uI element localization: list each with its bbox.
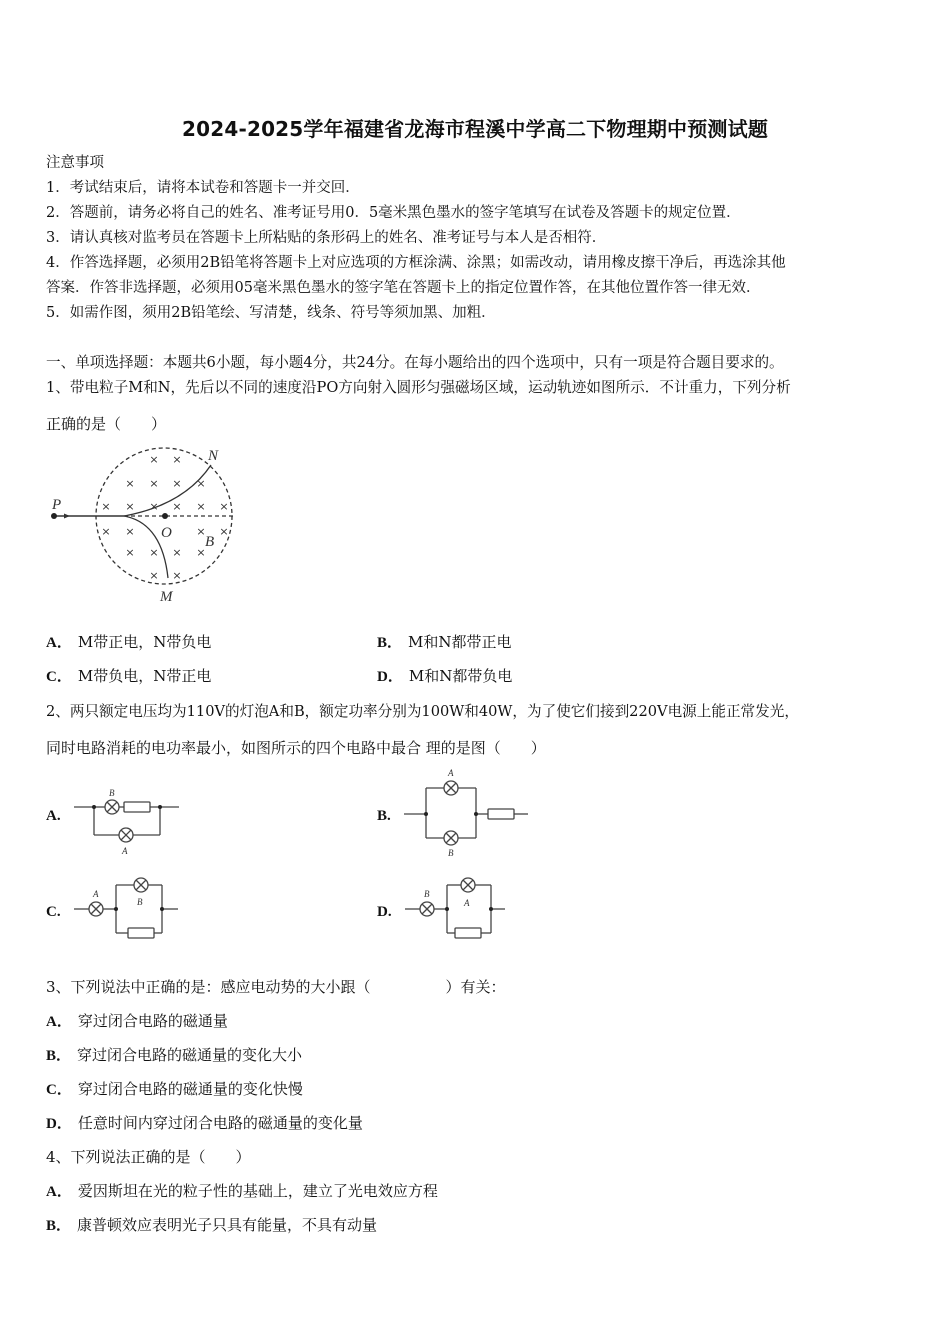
q2-circuit-b[interactable] bbox=[404, 766, 528, 862]
q2-option-d-label[interactable]: D. bbox=[377, 904, 392, 920]
svg-text:×: × bbox=[172, 477, 182, 490]
note-item-3: 3．请认真核对监考员在答题卡上所粘贴的条形码上的姓名、准考证号与本人是否相符． bbox=[46, 230, 607, 246]
q1-option-d[interactable]: D． M和N都带负电 bbox=[377, 667, 513, 685]
svg-text:×: × bbox=[172, 500, 182, 513]
svg-text:B: B bbox=[137, 897, 143, 907]
q1-stem-line1: 1、带电粒子M和N，先后以不同的速度沿PO方向射入圆形匀强磁场区域，运动轨迹如图所示．不计重力，下列分析 bbox=[46, 379, 791, 396]
q3-stem: 3、下列说法中正确的是：感应电动势的大小跟（ ）有关： bbox=[46, 978, 506, 996]
svg-text:×: × bbox=[196, 500, 206, 513]
svg-text:×: × bbox=[172, 569, 182, 582]
note-item-2: 2．答题前，请务必将自己的姓名、准考证号用0．5毫米黑色墨水的签字笔填写在试卷及答题卡的规定位置． bbox=[46, 205, 741, 221]
svg-text:×: × bbox=[149, 477, 159, 490]
svg-text:×: × bbox=[149, 546, 159, 559]
note-item-5: 5．如需作图，须用2B铅笔绘、写清楚，线条、符号等须加黑、加粗． bbox=[46, 305, 496, 321]
q3-option-b[interactable]: B． 穿过闭合电路的磁通量的变化大小 bbox=[46, 1046, 303, 1064]
svg-text:×: × bbox=[196, 546, 206, 559]
svg-text:×: × bbox=[125, 525, 135, 538]
label-M: M bbox=[160, 589, 173, 605]
page-title: 2024-2025学年福建省龙海市程溪中学高二下物理期中预测试题 bbox=[181, 117, 769, 141]
svg-text:A: A bbox=[93, 889, 99, 899]
q2-option-b-label[interactable]: B. bbox=[377, 808, 391, 824]
q1-magnetic-field-figure bbox=[44, 443, 244, 608]
svg-text:A: A bbox=[122, 846, 128, 855]
q1-option-b[interactable]: B． M和N都带正电 bbox=[377, 633, 512, 651]
notes-heading: 注意事项 bbox=[46, 155, 104, 171]
label-O: O bbox=[161, 525, 172, 541]
svg-text:×: × bbox=[125, 500, 135, 513]
svg-text:B: B bbox=[424, 889, 430, 899]
svg-text:×: × bbox=[149, 500, 159, 513]
q2-option-a-label[interactable]: A. bbox=[46, 808, 61, 824]
svg-text:×: × bbox=[101, 525, 111, 538]
q4-option-b[interactable]: B． 康普顿效应表明光子只具有能量，不具有动量 bbox=[46, 1216, 378, 1234]
note-item-4: 4．作答选择题，必须用2B铅笔将答题卡上对应选项的方框涂满、涂黑；如需改动，请用橡皮擦干净后，再选涂其他 bbox=[46, 255, 786, 271]
q3-option-a[interactable]: A． 穿过闭合电路的磁通量 bbox=[46, 1012, 228, 1030]
q1-stem-line2: 正确的是（ ） bbox=[46, 415, 167, 433]
svg-text:×: × bbox=[172, 546, 182, 559]
svg-text:A: A bbox=[448, 768, 454, 778]
q2-stem-line1: 2、两只额定电压均为110V的灯泡A和B，额定功率分别为100W和40W，为了使它们接到220V电源上能正常发光， bbox=[46, 703, 799, 720]
svg-text:×: × bbox=[219, 500, 229, 513]
q2-option-c-label[interactable]: C. bbox=[46, 904, 61, 920]
q2-circuit-c[interactable] bbox=[74, 873, 184, 941]
q1-option-c[interactable]: C． M带负电，N带正电 bbox=[46, 667, 212, 685]
q3-option-d[interactable]: D． 任意时间内穿过闭合电路的磁通量的变化量 bbox=[46, 1114, 363, 1132]
q2-circuit-d[interactable] bbox=[405, 873, 515, 941]
svg-text:×: × bbox=[196, 525, 206, 538]
svg-text:A: A bbox=[464, 898, 470, 908]
svg-text:×: × bbox=[149, 453, 159, 466]
q1-option-a[interactable]: A． M带正电，N带负电 bbox=[46, 633, 212, 651]
svg-text:×: × bbox=[172, 453, 182, 466]
svg-text:B: B bbox=[109, 788, 115, 798]
label-B: B bbox=[205, 534, 215, 550]
q4-stem: 4、下列说法正确的是（ ） bbox=[46, 1148, 251, 1166]
label-P: P bbox=[52, 497, 62, 513]
note-item-1: 1．考试结束后，请将本试卷和答题卡一并交回． bbox=[46, 180, 360, 196]
q3-option-c[interactable]: C． 穿过闭合电路的磁通量的变化快慢 bbox=[46, 1080, 303, 1098]
svg-text:×: × bbox=[125, 477, 135, 490]
svg-text:×: × bbox=[101, 500, 111, 513]
svg-text:×: × bbox=[149, 569, 159, 582]
q4-option-a[interactable]: A． 爱因斯坦在光的粒子性的基础上，建立了光电效应方程 bbox=[46, 1182, 438, 1200]
q2-stem-line2: 同时电路消耗的电功率最小，如图所示的四个电路中最合 理的是图（ ） bbox=[46, 739, 546, 757]
q2-circuit-a[interactable] bbox=[74, 785, 180, 855]
note-item-4-cont: 答案．作答非选择题，必须用05毫米黑色墨水的签字笔在答题卡上的指定位置作答，在其他位置作答一律无效． bbox=[46, 280, 761, 296]
svg-text:×: × bbox=[219, 525, 229, 538]
section-heading: 一、单项选择题：本题共6小题，每小题4分，共24分。在每小题给出的四个选项中，只有一项是符合题目要求的。 bbox=[46, 354, 784, 371]
svg-text:B: B bbox=[448, 848, 454, 858]
label-N: N bbox=[208, 448, 219, 464]
svg-text:×: × bbox=[125, 546, 135, 559]
svg-text:×: × bbox=[196, 477, 206, 490]
